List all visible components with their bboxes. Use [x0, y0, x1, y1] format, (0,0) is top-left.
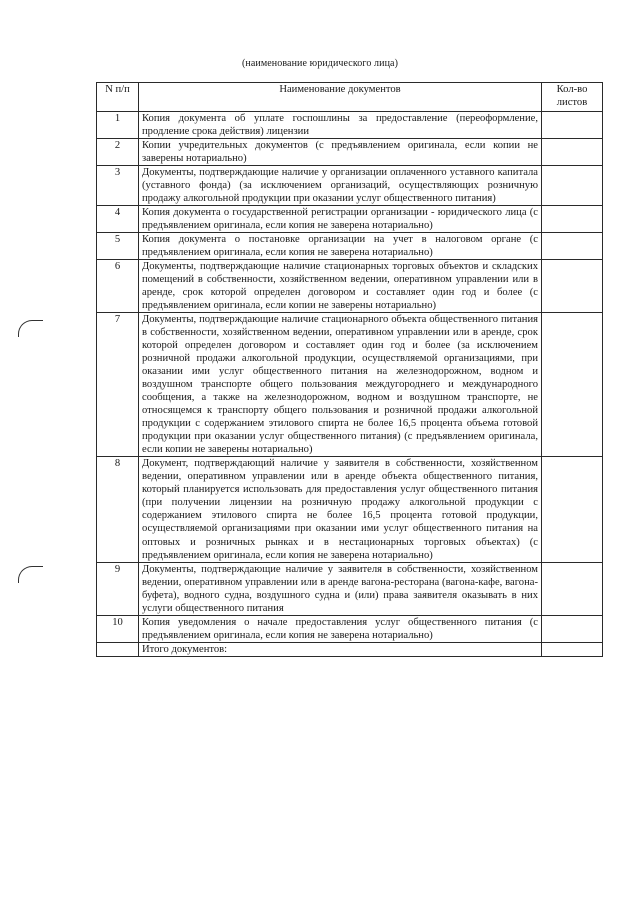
- table-row: [97, 206, 603, 233]
- row-name: Документы, подтверждающие наличие стационарного объекта общественного питания в собственности, хозяйственном ведении, оперативном управлении или в аренде, срок которой определен договором и составляет один год и более (за исключением розничной продажи алкогольной продукции, осуществляемой организациями, при оказании ими услуг общественного питания на железнодорожном, водном и воздушном транспорте общего пользования междугороднего и международного сообщения, а также на железнодорожном, водном и воздушном транспорте, не относящемся к транспорту общего пользования и розничной продажи алкогольной продукции с содержанием этилового спирта не более 16,5 процента объема готовой продукции при оказании услуг общественного питания) (с предъявлением оригинала, если копии не заверены нотариально): [139, 313, 542, 457]
- row-name: Документы, подтверждающие наличие у организации оплаченного уставного капитала (уставного фонда) (за исключением организаций, осуществляющих розничную продажу алкогольной продукции при оказании услуг общественного питания): [139, 166, 542, 206]
- row-name: Копия документа о постановке организации на учет в налоговом органе (с предъявлением оригинала, если копия не заверена нотариально): [139, 233, 542, 260]
- total-number: [97, 642, 139, 656]
- table-row: [97, 457, 603, 562]
- row-number: 8: [97, 457, 139, 562]
- row-name: Документы, подтверждающие наличие стационарных торговых объектов и складских помещений в собственности, хозяйственном ведении, оперативном управлении или в аренде, срок которой определен договором и составляет один год и более (с предъявлением оригинала, если копии не заверены нотариально): [139, 260, 542, 313]
- total-label: Итого документов:: [139, 642, 542, 656]
- header-number: N п/п: [97, 83, 139, 112]
- table-row: [97, 233, 603, 260]
- row-name: Копия документа об уплате госпошлины за предоставление (переоформление, продление срока действия) лицензии: [139, 112, 542, 139]
- row-count: [542, 233, 603, 260]
- row-count: [542, 562, 603, 615]
- row-name: Документ, подтверждающий наличие у заявителя в собственности, хозяйственном ведении, оперативном управлении или в аренде объекта общественного питания, который планируется использовать для предоставления услуг общественного питания (при получении лицензии на розничную продажу алкогольной продукции с содержанием этилового спирта не более 16,5 процента готовой продукции, осуществляемой организациями при оказании ими услуг общественного питания на оптовых и розничных рынках и в нестационарных торговых объектах) (с предъявлением оригинала, если копия не заверена нотариально): [139, 457, 542, 562]
- header-count: Кол-во листов: [542, 83, 603, 112]
- table-row: [97, 562, 603, 615]
- row-number: 5: [97, 233, 139, 260]
- total-count: [542, 642, 603, 656]
- table-header-row: [97, 83, 603, 112]
- table-row: [97, 166, 603, 206]
- margin-hole-mark: [18, 566, 43, 583]
- table-row: [97, 139, 603, 166]
- row-number: 1: [97, 112, 139, 139]
- row-count: [542, 139, 603, 166]
- header-name: Наименование документов: [139, 83, 542, 112]
- row-number: 6: [97, 260, 139, 313]
- row-name: Документы, подтверждающие наличие у заявителя в собственности, хозяйственном ведении, оперативном управлении или в аренде вагона-ресторана (вагона-кафе, вагона-буфета), водного судна, воздушного судна и (или) права заявителя оказывать в них услуги общественного питания: [139, 562, 542, 615]
- row-number: 10: [97, 615, 139, 642]
- margin-hole-mark: [18, 320, 43, 337]
- row-number: 7: [97, 313, 139, 457]
- row-count: [542, 313, 603, 457]
- total-row: [97, 642, 603, 656]
- row-count: [542, 260, 603, 313]
- documents-table: [96, 82, 603, 657]
- row-count: [542, 112, 603, 139]
- row-count: [542, 615, 603, 642]
- row-name: Копия уведомления о начале предоставления услуг общественного питания (с предъявлением оригинала, если копия не заверена нотариально): [139, 615, 542, 642]
- row-number: 3: [97, 166, 139, 206]
- table-row: [97, 313, 603, 457]
- entity-name-caption: (наименование юридического лица): [241, 58, 399, 69]
- row-number: 2: [97, 139, 139, 166]
- row-count: [542, 457, 603, 562]
- row-name: Копии учредительных документов (с предъявлением оригинала, если копии не заверены нотариально): [139, 139, 542, 166]
- row-number: 9: [97, 562, 139, 615]
- row-name: Копия документа о государственной регистрации организации - юридического лица (с предъявлением оригинала, если копия не заверена нотариально): [139, 206, 542, 233]
- table-row: [97, 615, 603, 642]
- table-row: [97, 260, 603, 313]
- table-row: [97, 112, 603, 139]
- row-number: 4: [97, 206, 139, 233]
- row-count: [542, 206, 603, 233]
- row-count: [542, 166, 603, 206]
